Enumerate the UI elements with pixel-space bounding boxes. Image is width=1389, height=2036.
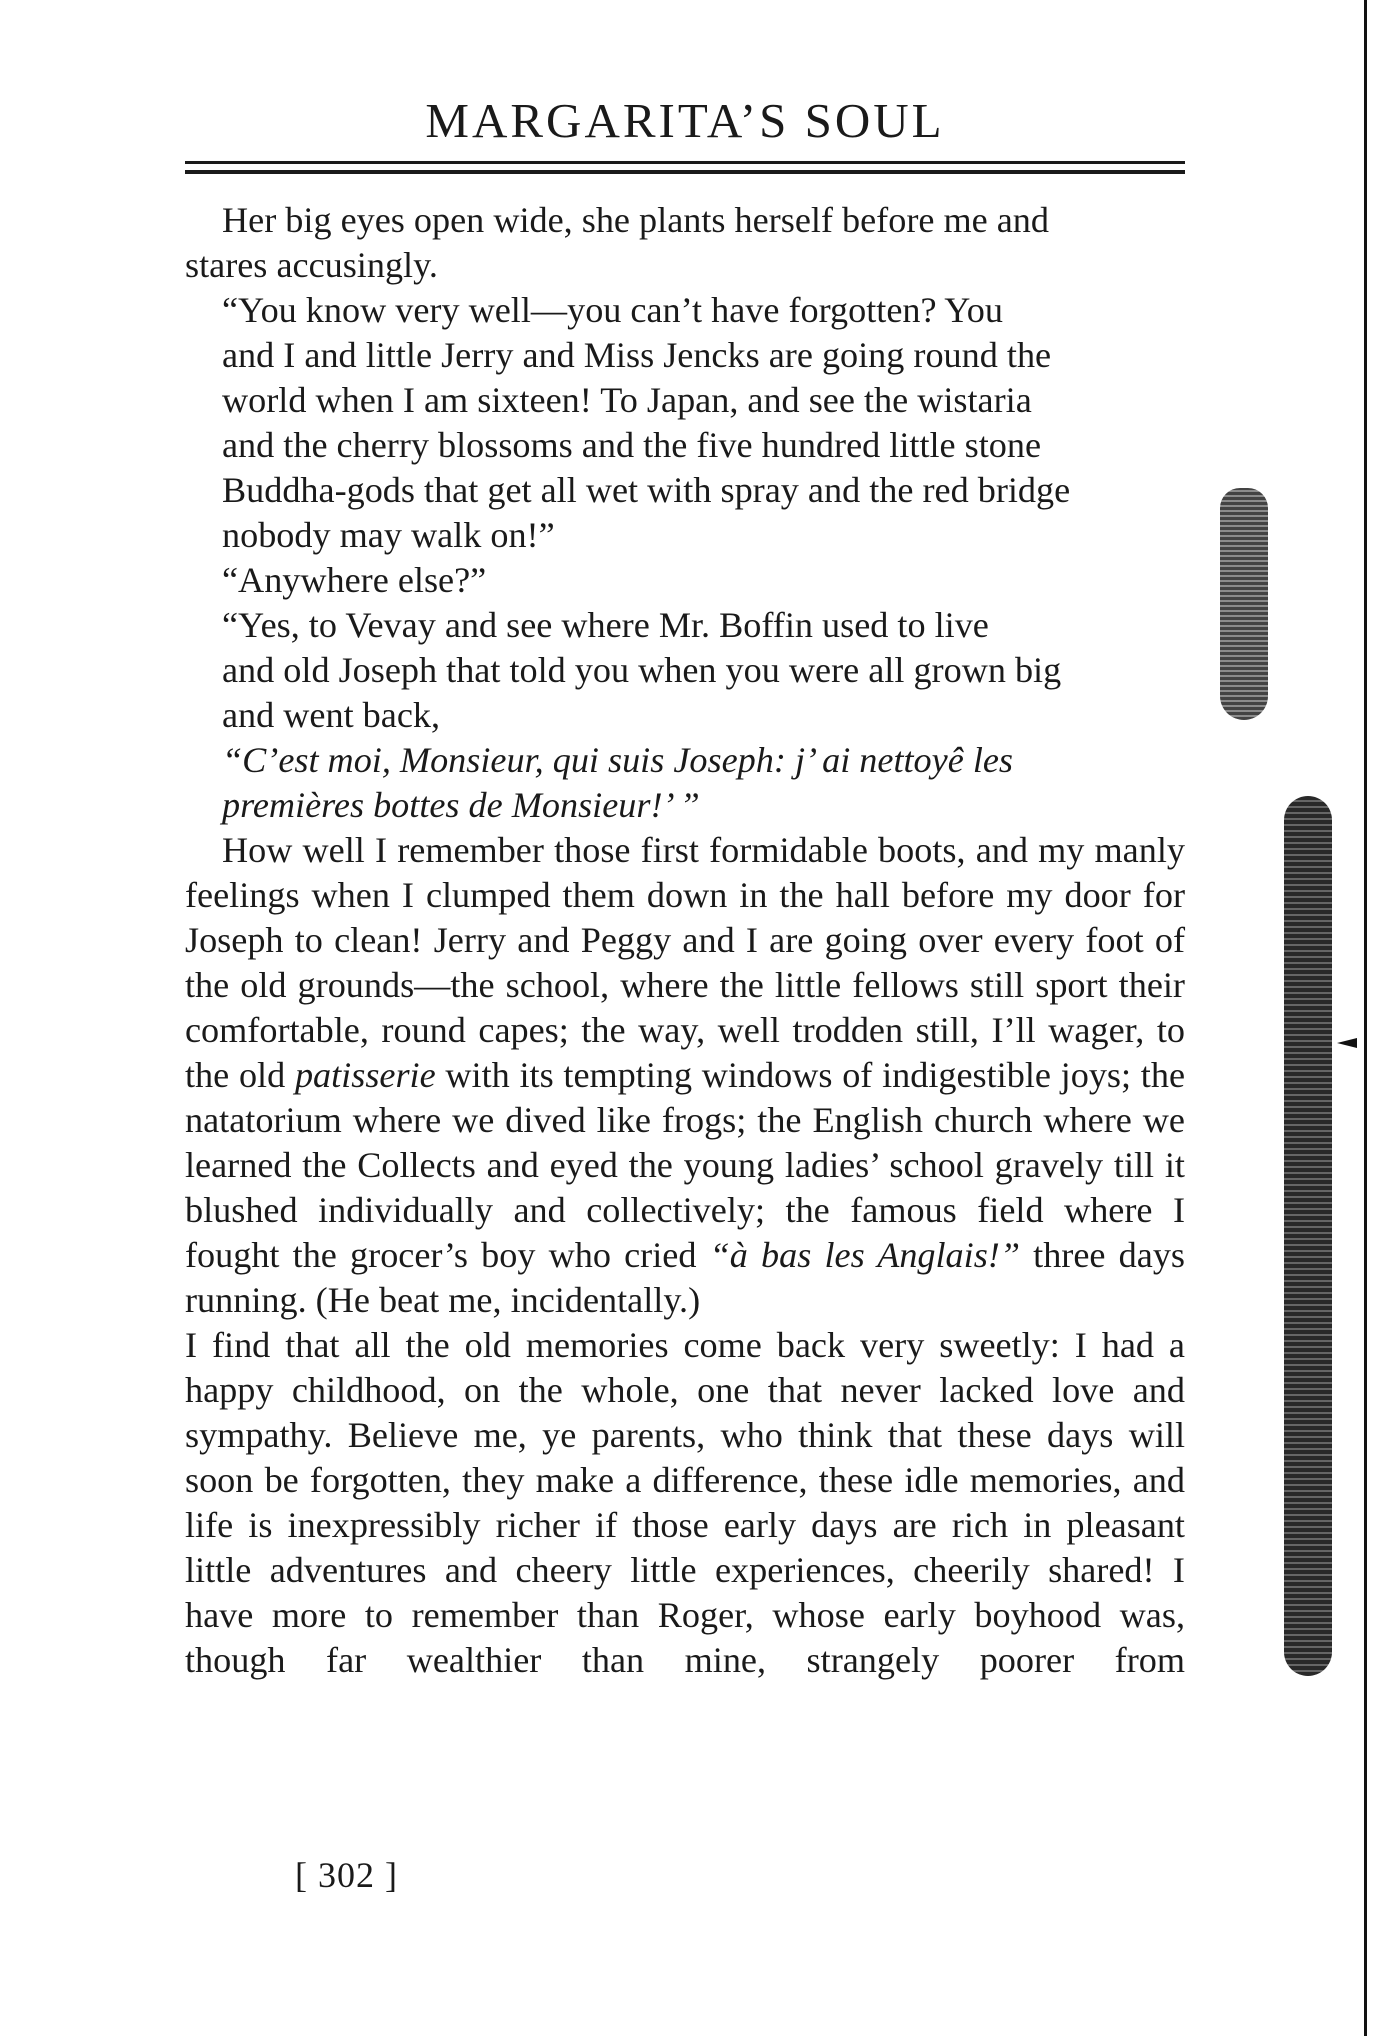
text-line: and the cherry blossoms and the five hundred little stone [222, 425, 1042, 465]
italic-phrase: “à bas les Anglais!” [709, 1235, 1020, 1275]
running-title: MARGARITA’S SOUL [425, 93, 945, 148]
scan-edge-line [1364, 0, 1367, 2036]
scan-edge-shadow [1220, 488, 1268, 720]
text-run: How well I remember those first formidable boots, and my manly feelings when I clumped them down in the hall before my door for Joseph to clean! Jerry and Peggy and I are going over every foot of the old grounds—the school, where the little fellows still sport their comfortable, round capes; the way, well trodden still, I’ll wager, to the old [185, 830, 1185, 1095]
text-line: stares accusingly. [185, 245, 438, 285]
paragraph: I find that all the old memories come back very sweetly: I had a happy childhood, on the whole, one that never lacked love and sympathy. Believe me, ye parents, who think that these days will soon be forgotten, they make a difference, these idle memories, and life is inexpressibly richer if those early days are rich in pleasant little adventures and cheery little experiences, cheerily shared! I have more to remember than Roger, whose early boyhood was, though far wealthier than mine, strangely poorer from [185, 1325, 1185, 1680]
text-line: “Yes, to Vevay and see where Mr. Boffin used to live [222, 605, 989, 645]
text-line: world when I am sixteen! To Japan, and see the wistaria [222, 380, 1032, 420]
text-line: and went back, [222, 695, 441, 735]
paragraph: “Anywhere else?” [222, 560, 487, 600]
paragraph [185, 603, 1185, 738]
body-text [185, 198, 1185, 1683]
text-line: Buddha-gods that get all wet with spray and the red bridge [222, 470, 1071, 510]
text-line: Her big eyes open wide, she plants herself before me and [222, 200, 1049, 240]
header-rule-thick [185, 170, 1185, 174]
header-rule-thin [185, 161, 1185, 164]
text-run: three days running. (He beat me, incidentally.) [185, 1235, 1185, 1320]
page-number: [ 302 ] [295, 1855, 398, 1895]
text-line: nobody may walk on!” [222, 515, 555, 555]
paragraph-french-quote [185, 738, 1185, 828]
italic-word: patisserie [294, 1055, 436, 1095]
text-line: “You know very well—you can’t have forgotten? You [222, 290, 1003, 330]
text-line: premières bottes de Monsieur!’ ” [222, 785, 700, 825]
text-line: and old Joseph that told you when you were all grown big [222, 650, 1062, 690]
paragraph [185, 198, 1185, 288]
text-line: “C’est moi, Monsieur, qui suis Joseph: j’ ai nettoyê les [222, 740, 1014, 780]
paragraph [185, 288, 1185, 558]
scan-edge-mark [1337, 1038, 1357, 1048]
text-run: with its tempting windows of indigestible joys; the natatorium where we dived like frogs; the English church where we learned the Collects and eyed the young ladies’ school gravely till it blushed individually and collectively; the famous field where I fought the grocer’s boy who cried [185, 1055, 1186, 1275]
paragraph [185, 828, 1185, 1323]
scan-edge-shadow [1284, 796, 1332, 1676]
text-line: and I and little Jerry and Miss Jencks are going round the [222, 335, 1052, 375]
